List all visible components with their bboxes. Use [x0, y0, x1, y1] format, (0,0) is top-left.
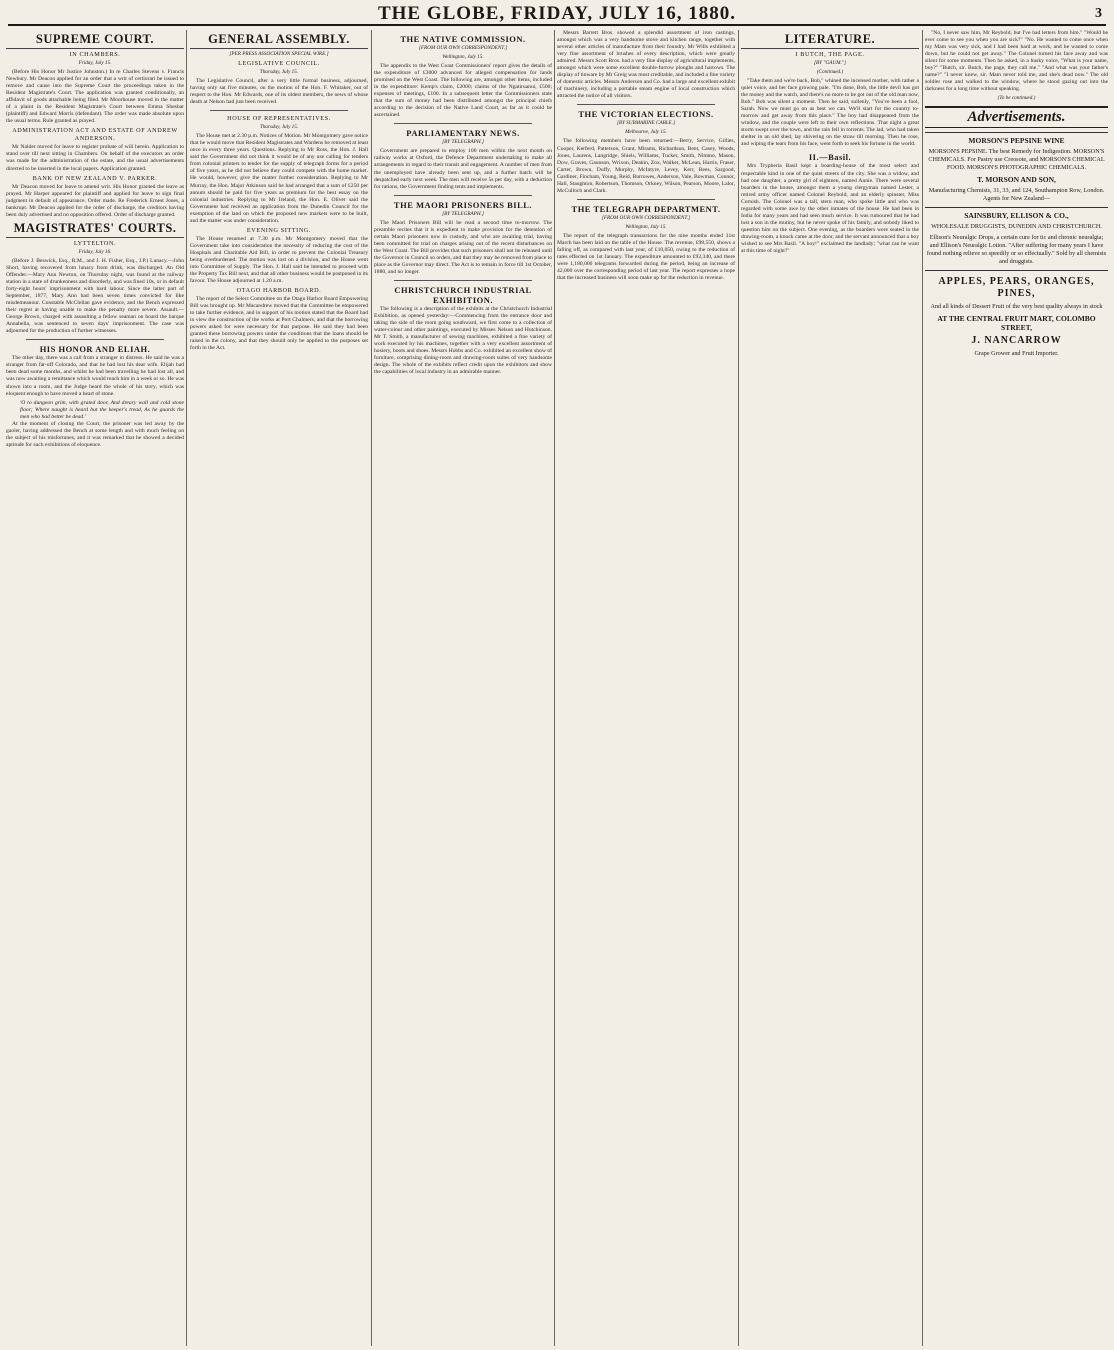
divider — [394, 123, 532, 124]
section-heading-general-assembly: GENERAL ASSEMBLY. — [190, 32, 368, 49]
story-text: "Take them and we're back, Bob," whined the incensed mother, with rather a quiet voice, and her face growing pale. "I'm done, Bob, the little devil has got the money and the watch, and there's no more to be got out of the old man now, Bob." Bob was silent a moment. Then he said, sullenly, "You've been a fool, Sarah. Now we must go on as best we can. We'll start for the country to-morrow and get away from this place." The boy had disappeared from the window, and the couple were left to their own reflections. That night a great storm swept over the town, and the rain fell in torrents. The lad, who had taken shelter in an old shed, lay shivering on the straw till morning. Then he rose, and wiping the tears from his face, went forth to seek his fortune in the world. — [741, 78, 919, 148]
wire-credit: [BY SUBMARINE CABLE.] — [616, 120, 676, 127]
advertisement-morson — [925, 132, 1108, 203]
article-text: The House met at 2.30 p.m. Notices of Motion. Mr Montgomery gave notice that he would move that Resident Magistrates and Wardens be removed at least once in every three years. Questions. Replying to Mr Ross, the Hon. J. Hall said the Government did not think it would be of any use calling for tenders from colonial printers to tender for the supply of telegraph forms for a period of five years, as he did not believe they could compete with the home market. He would, however, give the matter further consideration. Replying to Mr Murray, the Hon. Major Atkinson said he had arranged that a sum of £250 per annum should be paid for five years as premium for the best essay on the colonial industries. Replying to Mr Ireland, the Hon. E. Oliver said the Government had received an application from the Dunedin Council for the exemption of the land on which the proposed new markets were to be built, and the matter was under consideration. — [190, 133, 368, 224]
dateline: Thursday, July 15. — [259, 124, 299, 131]
ad-address: Manufacturing Chemists, 31, 33, and 124, Southampton Row, London. Agents for New Zealand— — [928, 187, 1105, 203]
case-heading: BANK OF NEW ZEALAND V. PARKER. — [32, 174, 158, 182]
article-heading: HIS HONOR AND ELIAH. — [39, 344, 151, 355]
article-heading-telegraph-department: THE TELEGRAPH DEPARTMENT. — [571, 203, 721, 214]
column-2 — [190, 30, 368, 1346]
ad-title: APPLES, PEARS, ORANGES, PINES, — [938, 276, 1095, 300]
ad-title: MORSON'S PEPSINE WINE — [968, 136, 1065, 146]
subheading: LEGISLATIVE COUNCIL. — [238, 60, 320, 67]
article-heading-industrial-exhibition: CHRISTCHURCH INDUSTRIAL EXHIBITION. — [394, 285, 532, 306]
column-5 — [741, 30, 919, 1346]
article-heading-parliamentary-news: PARLIAMENTARY NEWS. — [406, 128, 520, 139]
story-text: Mrs Trypheria Basil kept a boarding-house of the most select and respectable kind in one of the quiet streets of the city. She was a widow, and had one daughter, a pretty girl of eighteen, named Annie. There were several boarders in the house, amongst them a young clergyman named Lester, a retired army officer named Colonel Reybold, and an elderly spinster, Miss Cornish. The Colonel was a tall, stern man, who spoke little and who was regarded with some awe by the other inmates of the house. He had been in India for many years and had seen much service. It was rumoured that he had lost a son in the mutiny, but he never spoke of his family, and nobody liked to question him on the subject. One evening, as the boarders were seated in the drawing-room, a knock came at the door, and the servant announced that a boy wished to see Mrs Basil. "A boy!" exclaimed the landlady; "what can he want at this time of night?" — [741, 163, 919, 255]
divider — [26, 339, 164, 340]
story-title: I BUTCH, THE PAGE. — [795, 51, 865, 58]
article-heading-victorian-elections: THE VICTORIAN ELECTIONS. — [578, 109, 714, 120]
article-text: The report of the telegraph transactions for the nine months ended 31st March has been laid on the table of the House. The revenue, £98,550, shows a falling off, as compared with last year, of £10,050, owing to the reduction of rates effected on 1st January. The expenditure amounted to £92,340, and there were 1,180,000 telegrams forwarded during the period, being an increase of 42,000 over the corresponding period of last year. The report expresses a hope that the increased business will soon make up for the reduction in revenue. — [557, 232, 735, 282]
subheading: IN CHAMBERS. — [69, 51, 121, 58]
article-text: The other day, there was a call from a stranger in distress. He said he was a stranger from far-off Colorado, and that he had lost his dear wife. Elijah had been dead some months, and whilst he had been travelling he had lost all, and was now awaiting a remittance which would reach him in a week or so. He was shown into a room, and the Judge heard the whole of his story, which was eloquent enough to have moved a heart of stone. — [6, 355, 184, 397]
advertisement-fruit-mart — [925, 270, 1108, 358]
subheading: LYTTELTON. — [73, 239, 117, 247]
article-heading-native-commission: THE NATIVE COMMISSION. — [400, 34, 526, 44]
divider — [210, 110, 348, 111]
column-6 — [925, 30, 1108, 1346]
wire-credit: [BY TELEGRAPH.] — [442, 139, 484, 146]
column-rule — [922, 30, 923, 1346]
divider — [577, 104, 715, 105]
wire-credit: [PER PRESS ASSOCIATION SPECIAL WIRE.] — [229, 51, 329, 57]
column-rule — [738, 30, 739, 1346]
article-text: Mr Nalder moved for leave to register probate of will herein. Application to stand over till next sitting in Chambers. On behalf of the executors an order was made for the administration of the estate, and the usual advertisements directed to be inserted in the local papers. Application granted. — [6, 144, 184, 172]
masthead-title: THE GLOBE, FRIDAY, JULY 16, 1880. — [377, 3, 736, 24]
dateline: Friday, July 16. — [78, 248, 112, 255]
verse: 'O to dungeon grim, with grated door, And dreary wall and cold stone floor; Where naught is heard but the keeper's tread, As he guards the men who had better be dead.' — [20, 399, 184, 420]
article-text: The Legislative Council, after a very little formal business, adjourned, having only sat five minutes, on the motion of the Hon. F. Whitaker, out of respect to the Hon. Mr Edwards, one of its oldest members, the news of whose death at Nelson had just been received. — [190, 78, 368, 106]
ad-footer: Grape Grower and Fruit Importer. — [974, 350, 1059, 358]
case-heading: ADMINISTRATION ACT AND ESTATE OF ANDREW ANDERSON. — [12, 127, 178, 143]
article-text: Messrs Barrett Bros. showed a splendid assortment of iron castings, amongst which was a very handsome stove and kitchen range, together with several other articles of manufacture from their foundry. Mr Wills exhibited a very fine assortment of brushes of every description, which were greatly admired. Messrs Scott Bros. had a very fine display of agricultural implements, amongst which were some excellent double-furrow ploughs and harrows. The display of tinware by Mr Greig was most creditable, and included a fine variety of domestic articles. Messrs Anderson and Co. had a large and excellent exhibit of machinery, including a portable steam engine of local construction which attracted the notice of all visitors. — [557, 30, 735, 100]
subheading: EVENING SITTING. — [246, 226, 312, 234]
column-1 — [6, 30, 184, 1346]
article-heading-maori-prisoners: THE MAORI PRISONERS BILL. — [393, 199, 533, 210]
dateline: Friday, July 15. — [78, 60, 112, 66]
column-3 — [374, 30, 552, 1346]
dateline: Wellington, July 15. — [625, 223, 667, 230]
advertisement-sainsbury-ellison — [925, 207, 1108, 266]
chapter-heading: II.—Basil. — [808, 152, 852, 163]
ad-place: AT THE CENTRAL FRUIT MART, COLOMBO STREET, — [937, 314, 1096, 333]
page-number: 3 — [1095, 6, 1102, 21]
ad-maker: T. MORSON AND SON, — [977, 175, 1056, 185]
column-rule — [554, 30, 555, 1346]
article-text: Government are prepared to employ 100 men within the next month on railway works at Oxford, the Defence Department undertaking to make all arrangements in regard to their transit and engagement. A number of men from the unemployed have already been sent up, and a further batch will be despatched early next week. The men will receive 5s per day, with a deduction for rations, the Government finding tents and implements. — [374, 148, 552, 190]
article-text: (Before J. Beswick, Esq., R.M., and J. H. Fisher, Esq., J.P.) Lunacy.—John Short, having recovered from lunacy from drink, was discharged. An Old Offender.—Mary Ann Newton, on Thursday night, was found at the railway station in a state of drunkenness and disorderly, and was fined 10s, or in default forty-eight hours' imprisonment with hard labour. Since the latter part of September, 1877, Mary Ann had been seven times convicted for like misdemeanour. Constable McClellan gave evidence, and the Bench expressed their regret at having unable to make the penalty more severe. Assault.—George Brown, charged with assaulting a fellow seaman on board the barque Annabella, was sentenced to seven days' imprisonment. The case was adjourned for the production of further witnesses. — [6, 257, 184, 335]
column-4 — [557, 30, 735, 1346]
dateline: Melbourne, July 15. — [625, 129, 667, 136]
story-text: "No, I never saw him, Mr Reybold, but I've had letters from him." "Would he ever come to see you when you are sick?" "No. He wanted to come once when my Mam was very sick, and I had been hard at work, and he wanted to come down, but he could not get away." The Colonel turned his face away and was silent for some moments. Then he asked, in a husky voice, "What is your name, boy?" "Butch, sir. Butch, the page, they call me." "And what was your father's name?" "I never knew, sir. Mam never told me, and she's dead now." The old soldier rose and walked to the window, where he stood gazing out into the darkness for a long time without speaking. — [925, 30, 1108, 93]
author-credit: [BY "GAUM."] — [813, 60, 847, 66]
ad-text: WHOLESALE DRUGGISTS, DUNEDIN AND CHRISTCHURCH. — [931, 223, 1102, 231]
continued-note: (To be continued.) — [997, 95, 1036, 102]
article-text: (Before His Honor Mr Justice Johnston.) In re Charles Stevens v. Francis Newbury. Mr Deacon applied for an order that a writ of certiorari be issued to remove and cause into the Supreme Court the proceedings taken in the Resident Magistrate's Court. The application was granted conditionally, an affidavit of goods attachable being filed. Mr Moorhouse moved in the matter of a plaint in the Resident Magistrate's Court between Emma Shesbar (plaintiff) and Edward Morris (defendant). The order was made absolute upon the usual terms. Rule granted as prayed. — [6, 69, 184, 125]
continued-note: (Continued.) — [816, 69, 844, 75]
article-text: The following is a description of the exhibits at the Christchurch Industrial Exhibition, as opened yesterday:—Commencing from the entrance door and taking the side of the room going southward, we first come to a collection of water-colour and other paintings, executed by Misses Nelson and Hutchinson. Mr T. Smith, a manufacturer of sewing machines, exhibited a fine variety of work executed by his machines, together with a very excellent assortment of hosiery, boots and shoes. Messrs Hobbs and Co. exhibited an excellent show of furniture, comprising dining-room and drawing-room suites of very handsome design. The whole of the exhibits reflect credit upon the exhibitors and show the capabilities of local industry in an admirable manner. — [374, 306, 552, 376]
section-heading-magistrates-courts: MAGISTRATES' COURTS. — [6, 221, 184, 238]
column-rule — [186, 30, 187, 1346]
correspondent-credit: [FROM OUR OWN CORRESPONDENT.] — [418, 45, 508, 51]
article-text: The report of the Select Committee on the Otago Harbor Board Empowering Bill was brought up. Mr Macandrew moved that the Committee be empowered to take further evidence, and in support of his motion stated that the Board had in view the construction of the works at Port Chalmers, and that the borrowing powers asked for were necessary for that purpose. He said they had been granted these borrowing powers under the conditions that the loans should be raised in the colony, and that they should only be applied to the purposes set forth in the Act. — [190, 296, 368, 352]
article-text: The Maori Prisoners Bill will be read a second time to-morrow. The preamble recites that it is expedient to make provision for the detention of certain Maori prisoners now in custody, and who are awaiting trial, having been committed for trial on charges arising out of the recent disturbances on the West Coast. The Bill provides that such prisoners shall not be released until the Governor in Council so orders, and that they may be removed from place to place as the Governor may direct. The Act is to remain in force till 1st October, 1880, and no longer. — [374, 219, 552, 275]
section-heading-literature: LITERATURE. — [741, 32, 919, 49]
masthead — [8, 2, 1106, 26]
divider — [394, 195, 532, 196]
dateline: Thursday, July 15. — [259, 69, 299, 75]
advertisements-heading: Advertisements. — [925, 106, 1108, 128]
divider — [577, 199, 715, 200]
article-text: The following members have been returned:—Berry, Service, Gillies, Cooper, Kerferd, Patterson, Grant, Mirams, Richardson, Bent, Casey, Woods, Jones, Laurens, Langridge, Shiels, Williams, Tucker, Smith, Nimmo, Mason, Dow, Graves, Gaunson, Wrixon, Deakin, Zox, Walker, McLean, Harris, Fraser, Carter, Brown, Duffy, Murphy, McIntyre, Levey, Kerr, Rees, Sargood, Gardiner, Fincham, Young, Reid, Burrowes, Anderson, Vale, Bowman, Connor, Hall, Staughton, Robertson, Thomson, Orkney, Wilson, Pearson, Moore, Lalor, McCulloch and Clark. — [557, 138, 735, 194]
column-rule — [371, 30, 372, 1346]
correspondent-credit: [FROM OUR OWN CORRESPONDENT.] — [601, 214, 691, 221]
ad-merchant-name: J. NANCARROW — [971, 335, 1062, 347]
wire-credit: [BY TELEGRAPH.] — [442, 210, 484, 217]
article-text: The appendix to the West Coast Commissioners' report gives the details of the expenditure of £3000 advanced for alleged compensation for lands promised on the West Coast. The following are, amongst other items, included in the expenditure: Kemp's claim, £2000; claims of the Ngatiruanui, £500; expenses of meetings, £100. In a subsequent letter the Commissioners state that the sum of money had been distributed amongst the principal chiefs according to the decision of the Native Land Court, as far as it could be ascertained. — [374, 63, 552, 119]
subheading: OTAGO HARBOR BOARD. — [236, 287, 322, 295]
article-text: The House resumed at 7.30 p.m. Mr Montgomery moved that the Government take into consideration the necessity of reducing the cost of the Hospitals and Charitable Aid Bill, in order to prevent the Colonial Treasury being overburdened. The motion was lost on a division, and the House went into Committee of Supply. The Hon. J. Hall said he intended to proceed with the Property Tax Bill next, and that all other business would be postponed in its favour. The House adjourned at 1.20 a.m. — [190, 235, 368, 285]
section-heading-supreme-court: SUPREME COURT. — [6, 32, 184, 49]
ad-text: And all kinds of Dessert Fruit of the very best quality always in stock — [930, 303, 1103, 311]
dateline: Wellington, July 15. — [442, 54, 484, 60]
divider — [394, 280, 532, 281]
ad-text: MORSON'S PEPSINE. The best Remedy for Indigestion. MORSON'S CHEMICALS. For Pastry use Creosote, and MORSON'S CHEMICAL FOOD. MORSON'S PHOTOGRAPHIC CHEMICALS. — [928, 148, 1105, 172]
ad-title: SAINSBURY, ELLISON & CO., — [964, 211, 1069, 221]
article-text: Mr Deacon moved for leave to amend writ. His Honor granted the leave as prayed. Mr Harper appeared for plaintiff and applied for leave to sign final judgment in default of appearance. Order made. Re Frederick Ernest Jones, a bankrupt. Mr Deacon applied for the order of discharge, the creditors having been duly advertised and no opposition offered. Order of discharge granted. — [6, 183, 184, 218]
subheading: HOUSE OF REPRESENTATIVES. — [227, 115, 331, 123]
ad-text: Ellison's Neuralgic Drops, a certain cure for tic and chronic neuralgia; and Ellison's Neuralgic Lotion. "After suffering for many years I have found nothing relieve so speedily or so effectually." Sold by all chemists and druggists. — [926, 234, 1107, 266]
article-text: At the moment of closing the Court, the prisoner was led away by the gaoler, having addressed the Bench at some length and with much feeling on the subject of his misfortunes, and it was remarked that he showed a decided aptitude for such exhibitions of eloquence. — [6, 420, 184, 448]
